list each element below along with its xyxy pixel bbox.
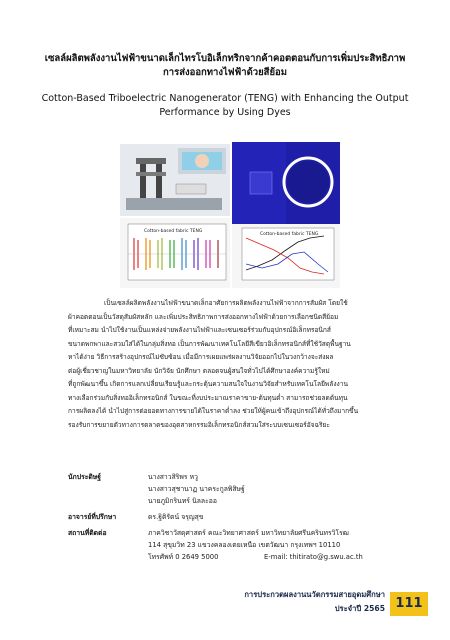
contact-phone: โทรศัพท์ 0 2649 5000: [148, 553, 219, 561]
chart1-label: Cotton-based fabric TENG: [144, 229, 203, 234]
footer-year: ประจำปี 2565: [334, 604, 385, 613]
inventor-label: นักประดิษฐ์: [68, 473, 102, 481]
paragraph-line: ที่เหมาะสม นำไปใช้งานเป็นแหล่งจ่ายพลังงานไฟฟ้าและเซนเซอร์ร่วมกับอุปกรณ์อิเล็กทรอนิกส์: [68, 326, 331, 334]
contact-address-line1: ภาควิชาวัสดุศาสตร์ คณะวิทยาศาสตร์ มหาวิทยาลัยศรีนครินทรวิโรฒ: [148, 529, 349, 537]
paragraph-line: เป็นเซลล์ผลิตพลังงานไฟฟ้าขนาดเล็กอาศัยการผลิตพลังงานไฟฟ้าจากการสัมผัส โดยใช้: [104, 299, 348, 307]
device-photo: [120, 144, 230, 216]
paragraph-line: หาได้ง่าย วิธีการสร้างอุปกรณ์ไม่ซับซ้อน เมื่อมีการเผยแพร่ผลงานวิจัยออกไปในวงกว้างจะส่งผล: [68, 353, 334, 361]
contact-address-line2: 114 สุขุมวิท 23 แขวงคลองเตยเหนือ เขตวัฒนา กรุงเทพฯ 10110: [148, 541, 341, 549]
paragraph-line: ขนาดพกพาและสวมใส่ได้ในกลุ่มสิ่งทอ เป็นการพัฒนาเทคโนโลยีสีเขียวอิเล็กทรอนิกส์ที่ใช้วัสดุพื้นฐาน: [68, 339, 351, 348]
page-number: 111: [390, 592, 428, 616]
advisor-name: ดร.ฐิติรัตน์ จรุญสุข: [148, 513, 204, 521]
footer-title: การประกวดผลงานนวัตกรรมสายอุดมศึกษา: [244, 590, 385, 599]
performance-chart: [232, 224, 340, 288]
uv-glow-photo: [232, 142, 340, 224]
title-english-line1: Cotton-Based Triboelectric Nanogenerator (TENG) with Enhancing the Output: [41, 93, 409, 104]
inventor-name: นางสาวสุชานาฏ นาคระกูลพิสิษฐ์: [148, 485, 245, 493]
chart2-label: Cotton-based fabric TENG: [260, 232, 319, 237]
title-english: [40, 92, 410, 120]
title-english-line2: Performance by Using Dyes: [159, 107, 291, 118]
contact-label: สถานที่ติดต่อ: [68, 529, 107, 537]
title-thai-line1: เซลล์ผลิตพลังงานไฟฟ้าขนาดเล็กไทรโบอิเล็กทริกจากค้าคอตตอนกับการเพิ่มประสิทธิภาพ: [44, 53, 406, 64]
paragraph-line: ผ้าคอตตอนเป็นวัสดุสัมผัสหลัก และเพิ่มประสิทธิภาพการส่งออกทางไฟฟ้าด้วยการเลือกชนิดสีย้อม: [68, 312, 339, 321]
paragraph-line: การผลิตลงได้ นำไปสู่การต่อยอดทางการขายได้ในราคาต่ำลง ช่วยให้ผู้คนเข้าถึงอุปกรณ์ได้ทั่วถึงมากขึ้น: [68, 407, 359, 415]
inventor-name: นางสาวสิริพร หวู: [148, 473, 198, 481]
paragraph-line: ต่อผู้เชี่ยวชาญในมหาวิทยาลัย นักวิจัย นักศึกษา ตลอดจนผู้สนใจทั่วไปได้ศึกษาองค์ความรู้ใหม่: [68, 366, 330, 375]
inventor-name: นายภูมิกรินทร์ นิลละออ: [148, 497, 217, 505]
paragraph-line: รองรับการขยายตัวทางการตลาดของอุตสาหกรรมอิเล็กทรอนิกส์สวมใส่ระบบเซนเซอร์อัจฉริยะ: [68, 420, 330, 429]
output-voltage-chart: [120, 218, 230, 288]
paragraph-line: ที่ถูกพัฒนาขึ้น เกิดการแลกเปลี่ยนเรียนรู้และกระตุ้นความสนใจในงานวิจัยสำหรับเทคโนโลยีพลังงาน: [68, 380, 348, 388]
title-thai: [40, 52, 410, 80]
contact-email: E-mail: thitirato@g.swu.ac.th: [264, 553, 363, 561]
advisor-label: อาจารย์ที่ปรึกษา: [68, 513, 117, 521]
paragraph-line: ทางเลือกร่วมกับสิ่งทออิเล็กทรอนิกส์ ในขณะที่งบประมาณราคาขาย-ต้นทุนต่ำ สามารถช่วยลดต้นทุน: [68, 393, 348, 402]
description-paragraph: [68, 297, 388, 432]
title-thai-line2: การส่งออกทางไฟฟ้าด้วยสีย้อม: [163, 67, 287, 78]
